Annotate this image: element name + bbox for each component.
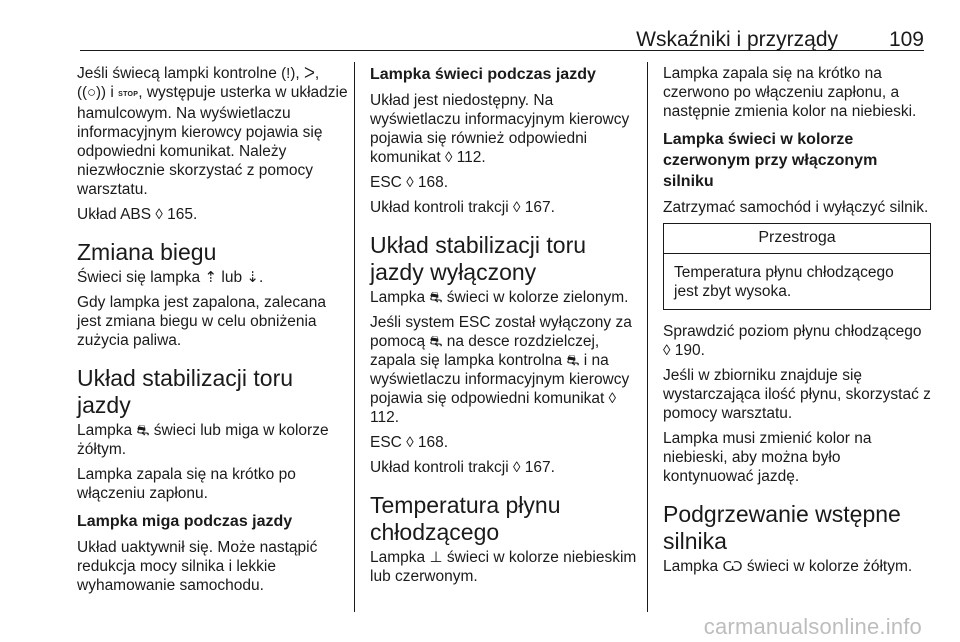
paragraph-traction-reference: Układ kontroli trakcji ◊ 167. [370,199,555,216]
paragraph-system-unavailable: Układ jest niedostępny. Na wyświetlaczu informacyjnym kierowcy pojawia się również odpowiedni komunikat ◊ 112. [370,92,630,166]
heading-lamp-red: Lampka świeci w kolorze czerwonym przy włączonym silniku [663,131,878,190]
column-right [663,64,931,582]
page-reference-link[interactable]: 112. [370,409,400,426]
column-divider [354,62,355,612]
caution-box [663,223,931,310]
glow-plug-icon: Ѡ [722,558,743,575]
page-reference-arrow-icon: ◊ [444,149,453,166]
header-divider [80,50,924,51]
paragraph-esc-ignition: Lampka zapala się na krótko po włączeniu zapłonu. [77,466,296,502]
page-reference-arrow-icon: ◊ [513,199,521,216]
page-reference-arrow-icon: ◊ [406,174,414,191]
paragraph-coolant-lamp: Lampka ⊥ świeci w kolorze niebieskim lub czerwonym. [370,549,637,585]
paragraph-check-coolant: Sprawdzić poziom płynu chłodzącego ◊ 190. [663,323,922,359]
page-reference-link[interactable]: 165. [167,206,198,223]
page-reference-arrow-icon: ◊ [513,459,521,476]
watermark: carmanualsonline.info [703,614,922,639]
caution-title: Przestroga [664,224,930,254]
page-reference-arrow-icon: ◊ [155,206,163,223]
page-reference-arrow-icon: ◊ [608,390,617,407]
paragraph-lamp-blinks: Układ uaktywnił się. Może nastąpić redukcja mocy silnika i lekkie wyhamowanie samochodu. [77,539,318,594]
paragraph-esc-reference: ESC ◊ 168. [370,174,449,191]
paragraph-esc-off-lamp: Lampka ⛐ świeci w kolorze zielonym. [370,289,629,306]
heading-esc: Układ stabilizacji toru jazdy [77,365,294,418]
section-title: Wskaźniki i przyrządy [636,28,838,51]
paragraph-esc-lamp: Lampka ⛐ świeci lub miga w kolorze żółtym. [77,422,329,458]
column-middle [370,64,642,592]
caution-text: Temperatura płynu chłodzącego jest zbyt wysoka. [674,264,894,300]
heading-coolant-temperature: Temperatura płynu chłodzącego [370,492,561,545]
paragraph-abs-reference: Układ ABS ◊ 165. [77,206,198,223]
page-reference-link[interactable]: 168. [417,434,449,451]
paragraph-must-turn-blue: Lampka musi zmienić kolor na niebieski, aby można było kontynuować jazdę. [663,430,872,485]
paragraph-gear-lamp: Świeci się lampka ⇡ lub ⇣. [77,269,264,286]
brake-warning-icon: (!) [281,65,296,82]
stop-icon: STOP [118,91,139,98]
heading-esc-off: Układ stabilizacji toru jazdy wyłączony [370,232,587,285]
page-reference-link[interactable]: 167. [524,199,555,216]
paragraph-preheat-lamp: Lampka Ѡ świeci w kolorze żółtym. [663,558,913,575]
column-divider [647,62,648,612]
column-left [77,64,349,601]
paragraph-coolant-ignition: Lampka zapala się na krótko na czerwono po włączeniu zapłonu, a następnie zmienia kolor na niebieski. [663,65,917,120]
abs-warning-icon: ᐳ [303,65,315,82]
circle-warning-icon: ((○)) [77,84,107,101]
paragraph-traction-reference: Układ kontroli trakcji ◊ 167. [370,459,555,476]
esc-off-icon: ⛐ [566,352,580,369]
esc-off-icon: ⛐ [429,333,443,350]
page-reference-link[interactable]: 190. [674,342,705,359]
heading-lamp-blinks: Lampka miga podczas jazdy [77,513,293,530]
heading-gear-change: Zmiana biegu [77,239,217,265]
page-header [80,28,924,50]
paragraph-esc-reference: ESC ◊ 168. [370,434,449,451]
heading-lamp-lit: Lampka świeci podczas jazdy [370,66,596,83]
page-reference-arrow-icon: ◊ [406,434,414,451]
page-number: 109 [888,28,924,51]
shift-up-icon: ⇡ [204,269,218,286]
esc-off-icon: ⛐ [429,289,443,306]
paragraph-brake-warning: Jeśli świecą lampki kontrolne (!), ᐳ, ((○)) i STOP, występuje usterka w układzie hamulcowym. Na wyświetlaczu informacyjnym kierowcy pojawia się odpowiedni komunikat. Należy niezwłocznie skorzystać z pomocy warsztatu. [77,65,348,198]
shift-down-icon: ⇣ [246,269,259,286]
traction-skid-icon: ⛐ [136,422,150,439]
page-reference-link[interactable]: 167. [524,459,555,476]
page-reference-arrow-icon: ◊ [663,342,671,359]
heading-preheating: Podgrzewanie wstępne silnika [663,501,901,554]
paragraph-gear-hint: Gdy lampka jest zapalona, zalecana jest zmiana biegu w celu obniżenia zużycia paliwa. [77,294,327,349]
page-reference-link[interactable]: 112. [456,149,486,166]
paragraph-enough-fluid: Jeśli w zbiorniku znajduje się wystarczająca ilość płynu, skorzystać z pomocy warsztatu. [663,367,931,422]
caution-body [664,254,930,309]
paragraph-stop-vehicle: Zatrzymać samochód i wyłączyć silnik. [663,199,929,216]
page-reference-link[interactable]: 168. [417,174,449,191]
coolant-temperature-icon: ⊥ [429,549,443,566]
paragraph-esc-disabled: Jeśli system ESC został wyłączony za pomocą ⛐ na desce rozdzielczej, zapala się lampka kontrolna ⛐ i na wyświetlaczu informacyjnym kierowcy pojawia się odpowiedni komunikat ◊ 112. [370,314,632,426]
